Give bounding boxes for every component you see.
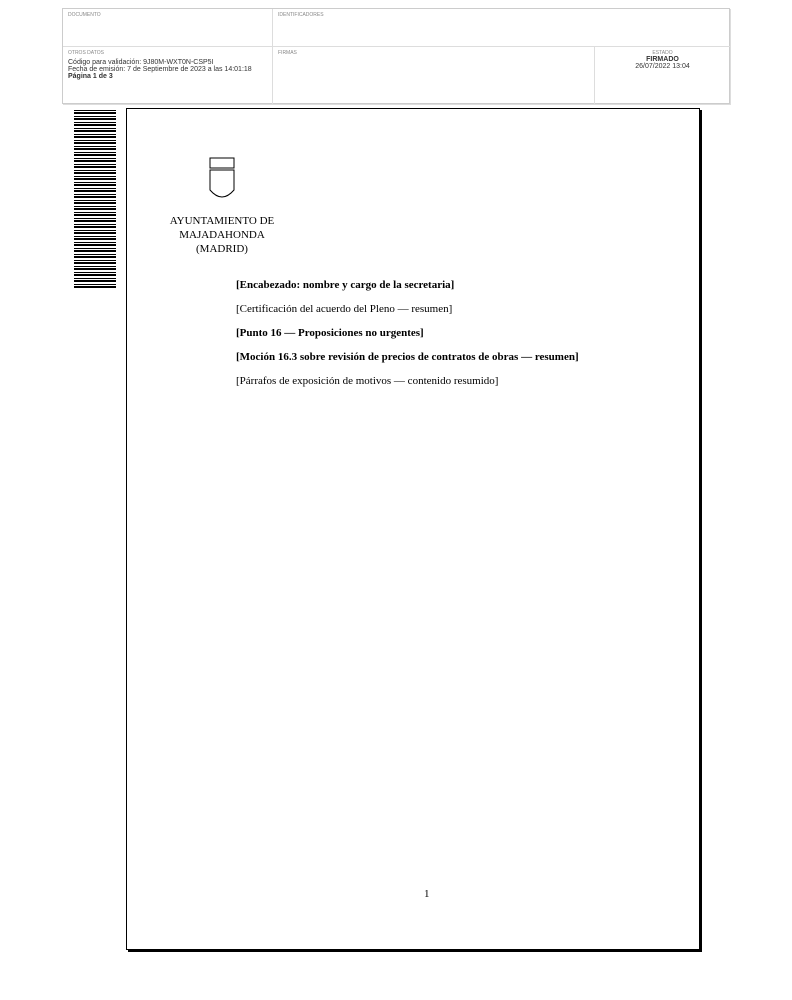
- other-cell: [63, 47, 273, 105]
- state-cell: [595, 47, 731, 105]
- section-4: [Párrafos de exposición de motivos — contenido resumido]: [236, 375, 499, 387]
- doc-cell: [63, 9, 273, 47]
- org-name: [164, 214, 280, 256]
- emission-date: Fecha de emisión: 7 de Septiembre de 2023 a las 14:01:18: [68, 66, 252, 73]
- state-label: ESTADO: [652, 50, 673, 56]
- section-1: [Certificación del acuerdo del Pleno — resumen]: [236, 303, 453, 315]
- state-value: FIRMADO: [646, 56, 679, 63]
- org-line-2: MAJADAHONDA: [179, 229, 265, 241]
- document-body: [236, 278, 618, 398]
- page-number: 1: [424, 888, 430, 900]
- other-label: OTROS DATOS: [68, 50, 104, 56]
- id-label: IDENTIFICADORES: [278, 12, 324, 18]
- section-2: [Punto 16 — Proposiciones no urgentes]: [236, 327, 424, 339]
- verification-sidetext: [80, 300, 90, 960]
- section-3: [Moción 16.3 sobre revisión de precios de contratos de obras — resumen]: [236, 351, 579, 363]
- org-line-1: AYUNTAMIENTO DE: [169, 215, 275, 227]
- sign-cell: [273, 47, 595, 105]
- doc-label: DOCUMENTO: [68, 12, 101, 18]
- page-count: Página 1 de 3: [68, 73, 113, 80]
- section-0: [Encabezado: nombre y cargo de la secretaria]: [236, 279, 455, 291]
- document-header: [62, 8, 730, 104]
- id-cell: [273, 9, 731, 47]
- crest-icon: [204, 148, 240, 212]
- validation-code: Código para validación: 9J80M-WXT0N-CSP5I: [68, 59, 214, 66]
- state-date: 26/07/2022 13:04: [635, 63, 690, 70]
- barcode: [74, 108, 116, 288]
- org-line-3: (MADRID): [196, 243, 248, 255]
- sign-label: FIRMAS: [278, 50, 297, 56]
